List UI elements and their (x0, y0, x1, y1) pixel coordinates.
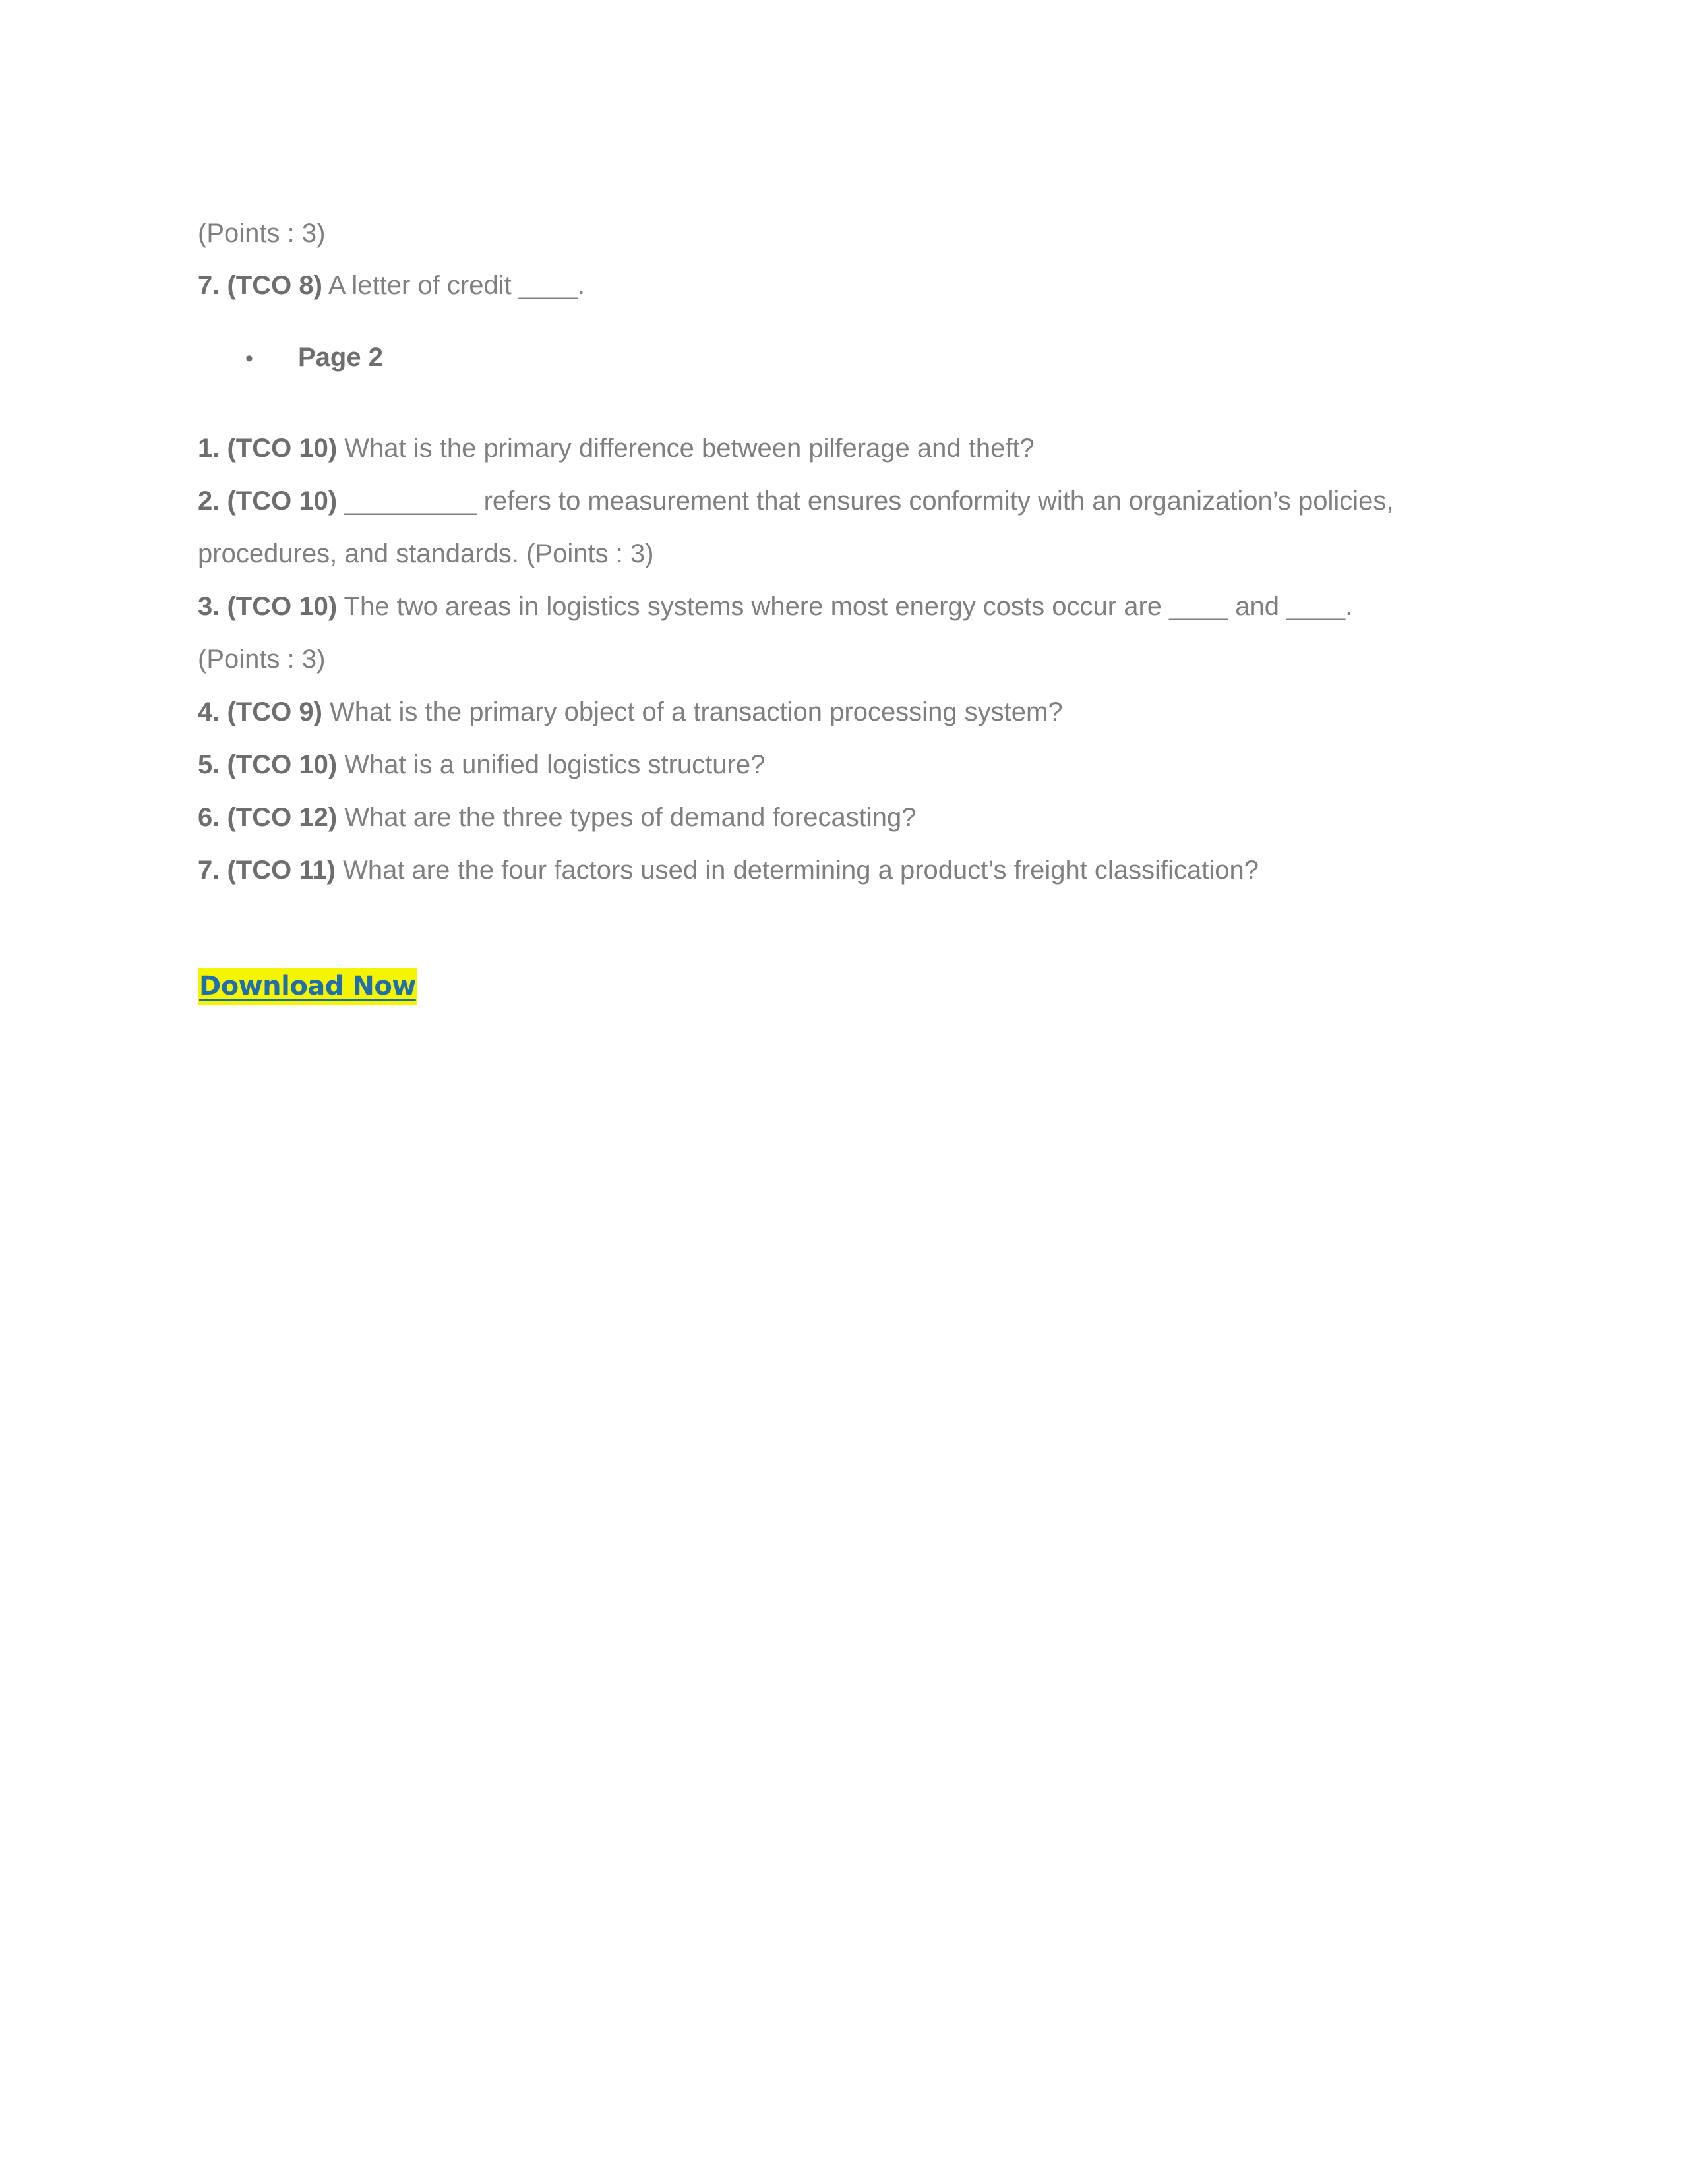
question-text: The two areas in logistics systems where most energy costs occur are ____ and ____. (337, 592, 1353, 621)
question-number: 7. (TCO 8) (198, 271, 322, 300)
question-text: What is the primary difference between pilferage and theft? (337, 434, 1035, 463)
section-bullet-item (245, 341, 383, 374)
question-item (198, 749, 765, 781)
points-text: (Points : 3) (198, 219, 326, 248)
question-continuation (198, 643, 325, 675)
question-item (198, 802, 916, 833)
question-number: 2. (TCO 10) (198, 487, 338, 516)
question-item (198, 591, 1352, 622)
question-item (198, 270, 585, 301)
question-text: A letter of credit ____. (322, 271, 585, 300)
points-note (198, 218, 325, 249)
question-item (198, 432, 1035, 464)
question-item (198, 854, 1259, 886)
question-text: procedures, and standards. (Points : 3) (198, 539, 654, 568)
question-number: 7. (TCO 11) (198, 856, 336, 885)
question-number: 1. (TCO 10) (198, 434, 338, 463)
download-now-link[interactable]: Download Now (198, 968, 417, 1005)
question-number: 4. (TCO 9) (198, 697, 322, 726)
question-number: 3. (TCO 10) (198, 592, 338, 621)
question-text: What are the three types of demand forecasting? (337, 803, 917, 832)
question-item (198, 485, 1394, 517)
question-text: What is a unified logistics structure? (337, 750, 766, 779)
question-item (198, 696, 1063, 728)
question-text: (Points : 3) (198, 645, 326, 674)
question-number: 6. (TCO 12) (198, 803, 338, 832)
question-text: _________ refers to measurement that ensures conformity with an organization’s policies, (337, 487, 1394, 516)
question-text: What is the primary object of a transaction processing system? (322, 697, 1063, 726)
question-text: What are the four factors used in determining a product’s freight classification? (335, 856, 1259, 885)
bullet-icon: • (245, 346, 253, 371)
section-label: Page 2 (298, 343, 383, 372)
question-continuation (198, 538, 653, 570)
question-number: 5. (TCO 10) (198, 750, 338, 779)
